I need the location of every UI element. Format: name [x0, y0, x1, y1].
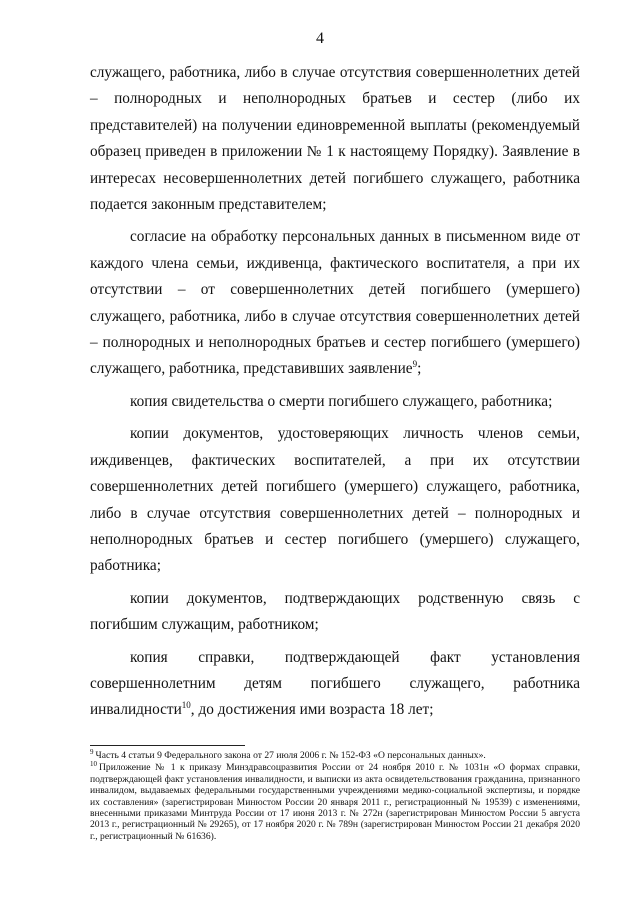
paragraph-2: [90, 224, 580, 382]
footnote-10-mark: 10: [90, 760, 97, 769]
paragraph-6-sep: ,: [190, 701, 199, 719]
paragraph-1: служащего, работника, либо в случае отсутствия совершеннолетних детей – полнородных и неполнородных братьев и сестер (либо их представителей) на получении единовременной выплаты (рекомендуемый образец приведен в приложении № 1 к настоящему Порядку). Заявление в интересах несовершеннолетних детей погибшего служащего, работника подается законным представителем;: [90, 64, 580, 214]
footnote-9: [90, 747, 580, 761]
page-number: 4: [316, 30, 324, 47]
paragraph-2-text: согласие на обработку персональных данных в письменном виде от каждого члена семьи, иждивенца, фактического воспитателя, а при их отсутствии – от совершеннолетних детей погибшего (умершего) служащего, работника, либо в случае отсутствия совершеннолетних детей – полнородных и неполнородных братьев и сестер погибшего (умершего) служащего, работника, представивших заявление: [90, 228, 580, 378]
footnotes: [90, 747, 580, 843]
paragraph-6: [90, 645, 580, 724]
paragraph-2-end: ;: [417, 360, 422, 378]
paragraph-6-end: до достижения ими возраста 18 лет;: [198, 701, 434, 719]
paragraph-3: копия свидетельства о смерти погибшего служащего, работника;: [130, 392, 553, 410]
footnote-ref-9[interactable]: 9: [412, 359, 418, 370]
footnote-9-mark: 9: [90, 747, 94, 756]
paragraph-4: копии документов, удостоверяющих личность членов семьи, иждивенцев, фактических воспитателей, а при их отсутствии совершеннолетних детей погибшего (умершего) служащего, работника, либо в случае отсутствия совершеннолетних детей – полнородных и неполнородных братьев и сестер погибшего (умершего) служащего, работника;: [90, 425, 580, 575]
footnote-ref-10[interactable]: 10: [181, 700, 191, 711]
document-body: [90, 60, 580, 730]
paragraph-6-text: копия справки, подтверждающей факт установления совершеннолетним детям погибшего служащего, работника инвалидности: [90, 648, 580, 719]
footnote-9-text: Часть 4 статьи 9 Федерального закона от 27 июля 2006 г. № 152-ФЗ «О персональных данных».: [95, 750, 486, 761]
footnote-divider: [90, 745, 245, 746]
footnote-10: [90, 762, 580, 842]
paragraph-5: копии документов, подтверждающих родственную связь с погибшим служащим, работником;: [90, 589, 580, 634]
footnote-10-text: Приложение № 1 к приказу Минздравсоцразвития России от 24 ноября 2010 г. № 1031н «О формах справки, подтверждающей факт установления инвалидности, и выписки из акта освидетельствования гражданина, признанного инвалидом, выдаваемых федеральными государственными учреждениями медико-социальной экспертизы, и порядке их составления» (зарегистрирован Минюстом России 20 января 2011 г., регистрационный № 19539) с изменениями, внесенными приказами Минтруда России от 17 июня 2013 г. № 272н (зарегистрирован Минюстом России 5 августа 2013 г., регистрационный № 29265), от 17 ноября 2020 г. № 789н (зарегистрирован Минюстом России 21 декабря 2020 г., регистрационный № 61636).: [90, 762, 580, 842]
